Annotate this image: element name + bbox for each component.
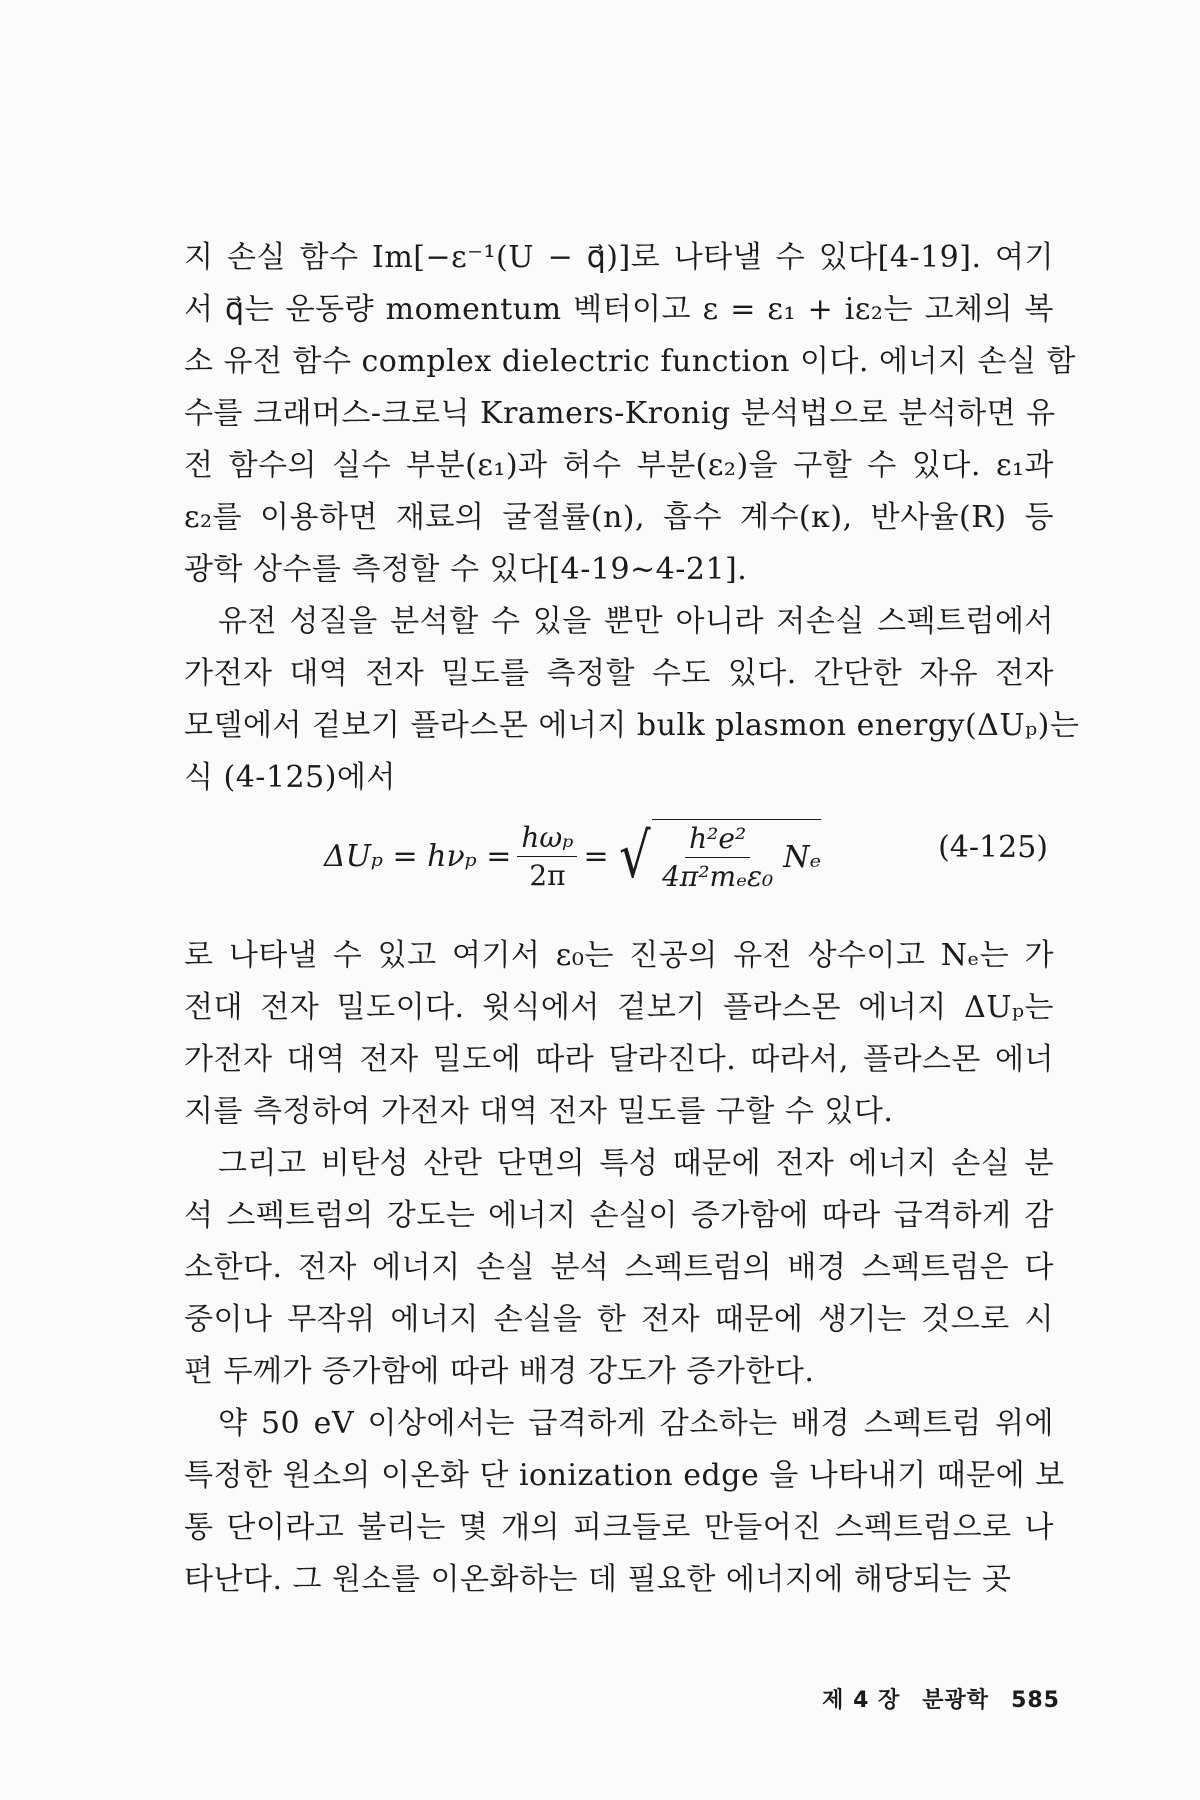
text-line: 지를 측정하여 가전자 대역 전자 밀도를 구할 수 있다. <box>184 1094 894 1129</box>
body-text-bottom <box>184 930 1065 1606</box>
paragraph <box>184 232 1076 596</box>
page-number: 585 <box>1011 1688 1060 1713</box>
text-line: 그리고 비탄성 산란 단면의 특성 때문에 전자 에너지 손실 분 <box>218 1146 1054 1181</box>
text-line: 광학 상수를 측정할 수 있다[4-19~4-21]. <box>184 552 748 587</box>
section-label: 분광학 <box>922 1688 990 1713</box>
text-line: 특정한 원소의 이온화 단 ionization edge 을 나타내기 때문에 보 <box>184 1458 1065 1493</box>
text-line: 모델에서 겉보기 플라스몬 에너지 bulk plasmon energy(ΔUₚ)는 <box>184 708 1080 743</box>
text-line: 식 (4-125)에서 <box>184 760 396 795</box>
paragraph <box>184 1138 1054 1398</box>
fraction-numerator: h²e² <box>685 822 750 858</box>
fraction-h-omega-over-2pi <box>517 821 577 892</box>
fraction-denominator: 4π²mₑε₀ <box>662 860 774 893</box>
body-text-top <box>184 232 1080 804</box>
text-line: 석 스펙트럼의 강도는 에너지 손실이 증가함에 따라 급격하게 감 <box>184 1198 1054 1233</box>
equals-sign: = <box>583 838 609 874</box>
text-line: 가전자 대역 전자 밀도를 측정할 수도 있다. 간단한 자유 전자 <box>184 656 1054 691</box>
square-root <box>615 819 821 893</box>
page-footer <box>0 1683 1060 1714</box>
fraction-numerator: hωₚ <box>517 821 577 857</box>
equation-number: (4-125) <box>938 830 1048 865</box>
text-line: 소 유전 함수 complex dielectric function 이다. 에너지 손실 함 <box>184 344 1076 379</box>
text-line: 유전 성질을 분석할 수 있을 뿐만 아니라 저손실 스펙트럼에서 <box>218 604 1054 639</box>
fraction-h2e2-over-4pi2 <box>658 822 777 893</box>
text-line: 통 단이라고 불리는 몇 개의 피크들로 만들어진 스펙트럼으로 나 <box>184 1510 1054 1545</box>
text-line: ε₂를 이용하면 재료의 굴절률(n), 흡수 계수(κ), 반사율(R) 등 <box>184 500 1054 535</box>
text-line: 타난다. 그 원소를 이온화하는 데 필요한 에너지에 해당되는 곳 <box>184 1562 1012 1597</box>
text-line: 중이나 무작위 에너지 손실을 한 전자 때문에 생기는 것으로 시 <box>184 1302 1054 1337</box>
text-line: 소한다. 전자 에너지 손실 분석 스펙트럼의 배경 스펙트럼은 다 <box>184 1250 1054 1285</box>
text-line: 약 50 eV 이상에서는 급격하게 감소하는 배경 스펙트럼 위에 <box>218 1406 1054 1441</box>
paragraph <box>184 930 1054 1138</box>
text-line: 전대 전자 밀도이다. 윗식에서 겉보기 플라스몬 에너지 ΔUₚ는 <box>184 990 1054 1025</box>
text-line: 전 함수의 실수 부분(ε₁)과 허수 부분(ε₂)을 구할 수 있다. ε₁과 <box>184 448 1054 483</box>
radical-sign-icon: √ <box>618 819 651 892</box>
text-line: 편 두께가 증가함에 따라 배경 강도가 증가한다. <box>184 1354 815 1389</box>
paragraph <box>184 596 1080 804</box>
fraction-denominator: 2π <box>529 858 566 892</box>
equation-body <box>324 808 821 904</box>
text-line: 가전자 대역 전자 밀도에 따라 달라진다. 따라서, 플라스몬 에너 <box>184 1042 1054 1077</box>
text-line: 서 q⃗는 운동량 momentum 벡터이고 ε = ε₁ + iε₂는 고체의 복 <box>184 292 1054 327</box>
electron-density-symbol: Nₑ <box>783 840 822 875</box>
chapter-label: 제 4 장 <box>822 1688 901 1713</box>
text-line: 로 나타낼 수 있고 여기서 ε₀는 진공의 유전 상수이고 Nₑ는 가 <box>184 938 1054 973</box>
radicand <box>652 819 821 893</box>
text-line: 수를 크래머스-크로닉 Kramers-Kronig 분석법으로 분석하면 유 <box>184 396 1056 431</box>
text-line: 지 손실 함수 Im[−ε⁻¹(U − q⃗)]로 나타낼 수 있다[4-19]. 여기 <box>184 240 1054 275</box>
equation-4-125 <box>184 800 1054 910</box>
equation-lhs: ΔUₚ = hνₚ = <box>324 838 512 874</box>
paragraph <box>184 1398 1065 1606</box>
